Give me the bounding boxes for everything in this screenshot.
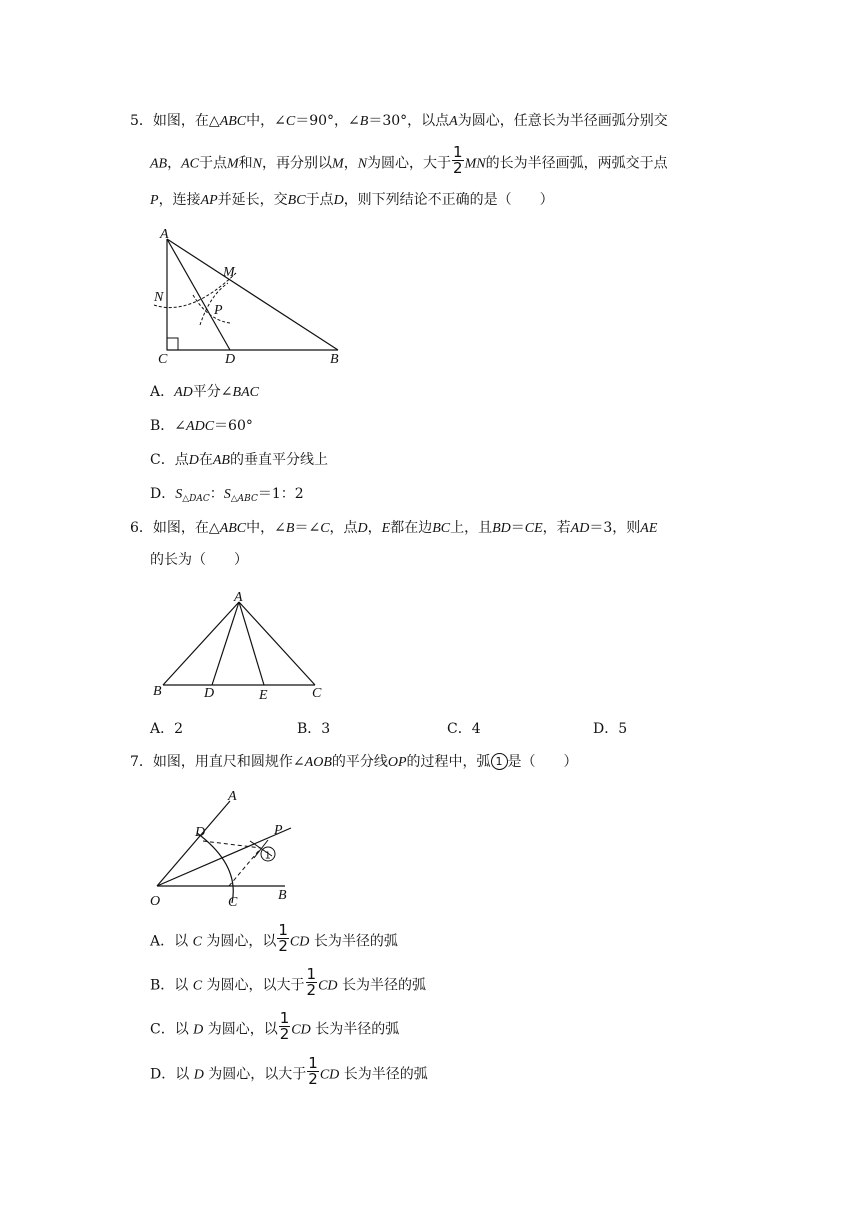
label-D: D	[225, 352, 236, 367]
segment-AB	[163, 602, 239, 685]
q6-option-d: D．5	[593, 721, 628, 737]
right-angle-mark	[167, 338, 178, 350]
label-P: P	[214, 303, 223, 318]
label-B: B	[330, 352, 339, 367]
arc-from-N	[193, 295, 230, 323]
label-A: A	[228, 789, 237, 804]
ray-OP	[157, 828, 291, 886]
q5-line-3: P，连接AP并延长，交BC于点D，则下列结论不正确的是（ ）	[150, 192, 554, 208]
q5-figure	[150, 225, 360, 365]
q7-option-c: C．以 D 为圆心，以 $\frac{1}{2}$ CD 长为半径的弧	[150, 1009, 400, 1043]
label-E: E	[259, 688, 268, 703]
segment-AE	[239, 602, 264, 685]
label-C: C	[228, 895, 238, 910]
segment-AD	[167, 239, 230, 350]
label-O: O	[150, 894, 161, 909]
q6-line-2: 的长为（ ）	[150, 552, 248, 568]
label-M: M	[223, 265, 235, 280]
q5-option-d: D．$S_{\triangle DAC}$：$S_{\triangle ABC}=1$：2	[150, 486, 304, 504]
q6-figure	[150, 585, 330, 705]
label-C: C	[158, 352, 168, 367]
label-C: C	[312, 686, 322, 701]
q6-option-b: B．3	[297, 721, 331, 737]
q6-option-c: C．4	[447, 721, 481, 737]
label-B: B	[278, 888, 287, 903]
q7-line-1: 7．如图，用直尺和圆规作∠AOB的平分线OP的过程中，弧 1 是（ ）	[130, 754, 578, 770]
segment-AB	[167, 239, 338, 350]
q7-option-d: D．以 D 为圆心，以大于 $\frac{1}{2}$ CD 长为半径的弧	[150, 1054, 428, 1088]
q7-option-a: A．以 C 为圆心，以 $\frac{1}{2}$ CD 长为半径的弧	[150, 921, 398, 955]
label-P: P	[274, 823, 283, 838]
q5-option-c: C．点D在AB的垂直平分线上	[150, 452, 328, 468]
label-N: N	[154, 290, 164, 305]
ray-OA	[157, 801, 230, 886]
label-A: A	[234, 590, 243, 605]
label-circled-1: 1	[264, 850, 271, 862]
q6-line-1: 6．如图，在△ABC中，∠B＝∠C，点D，E都在边BC上，且BD＝CE，若AD＝3，则AE	[130, 520, 658, 536]
segment-AD	[212, 602, 239, 685]
q6-option-a: A．2	[150, 721, 184, 737]
q5-line-1: 5．如图，在△ABC中，∠C＝90°，∠B＝30°，以点A为圆心，任意长为半径画弧分别交	[130, 113, 668, 129]
q5-option-b: B．∠ADC＝60°	[150, 418, 253, 434]
label-A: A	[160, 227, 169, 242]
dashed-CP	[229, 848, 261, 886]
label-B: B	[153, 684, 162, 699]
segment-AC	[239, 602, 315, 685]
label-D: D	[195, 825, 206, 840]
q5-line-2: AB，AC于点M和N，再分别以M，N为圆心，大于 $\frac{1}{2}$ MN的长为半径画弧，两弧交于点	[150, 143, 668, 177]
q7-figure	[150, 785, 310, 910]
fraction-one-half: $\frac{1}{2}$	[453, 143, 463, 177]
circled-number: 1	[491, 753, 508, 770]
q7-option-b: B．以 C 为圆心，以大于 $\frac{1}{2}$ CD 长为半径的弧	[150, 965, 426, 999]
label-D: D	[204, 686, 215, 701]
q5-option-a: A．AD平分∠BAC	[150, 384, 259, 400]
